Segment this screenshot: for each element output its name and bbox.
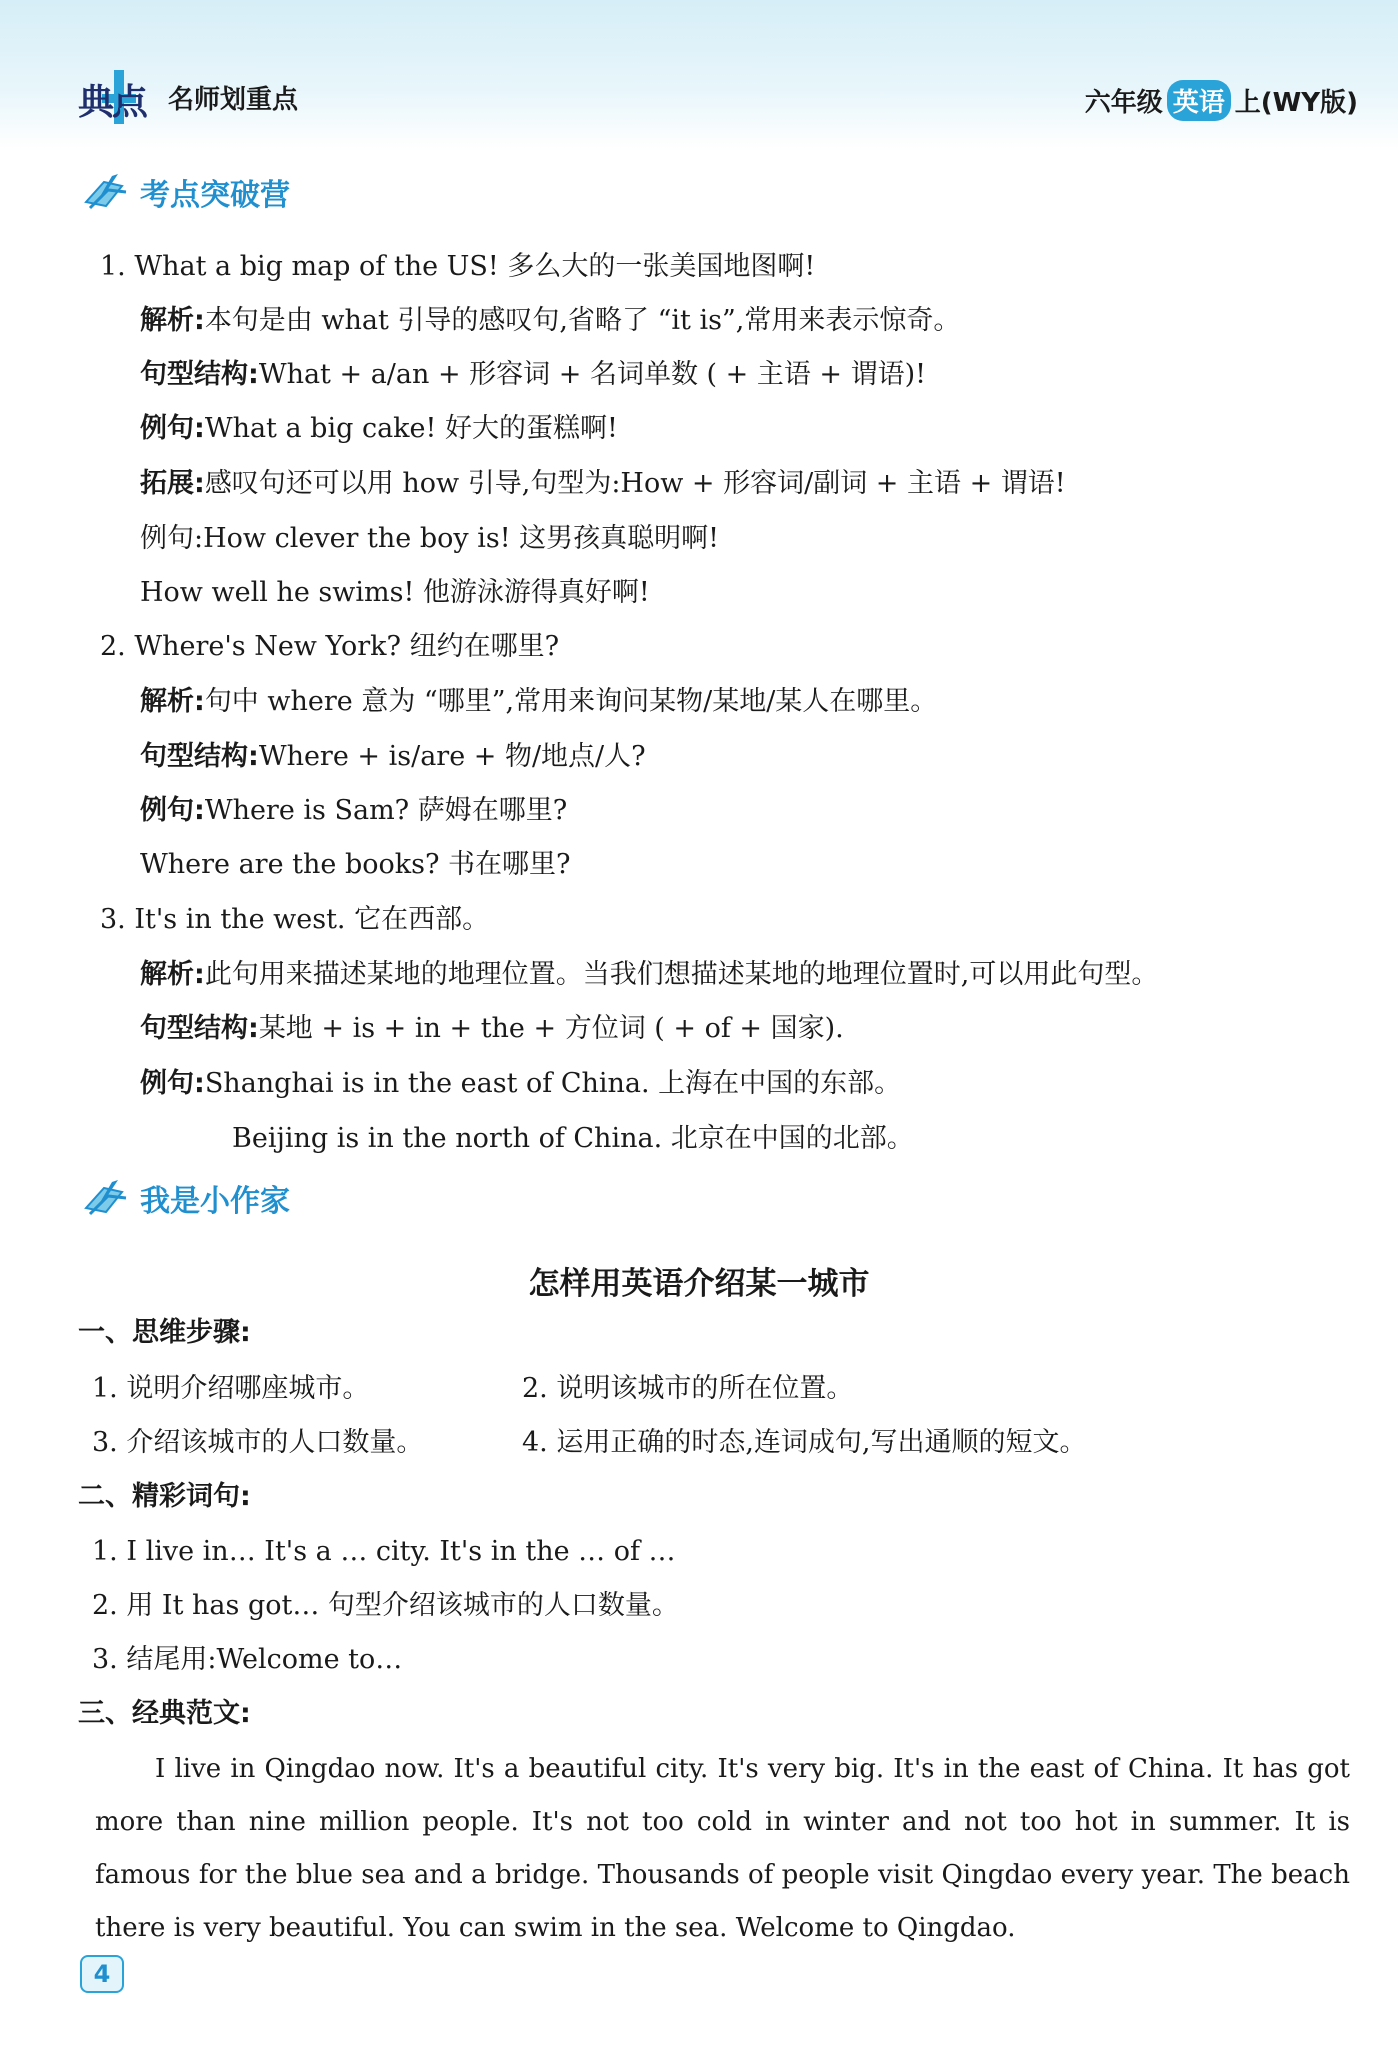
item-3-example-2: Beijing is in the north of China. 北京在中国的北部。 (232, 1123, 914, 1154)
part-2-label: 二、精彩词句: (78, 1481, 251, 1512)
item-3-heading: 3. It's in the west. 它在西部。 (100, 904, 490, 935)
logo-mark: 典点 (78, 74, 158, 120)
subject-badge: 英语 (1167, 80, 1231, 121)
step-2: 2. 说明该城市的所在位置。 (522, 1373, 854, 1404)
item-1-extension: 拓展:感叹句还可以用 how 引导,句型为:How + 形容词/副词 + 主语 + 谓语! (140, 468, 1066, 499)
section-heading-writer: 我是小作家 (82, 1176, 290, 1220)
grade-suffix: 上(WY版) (1234, 88, 1358, 118)
phrase-1: 1. I live in… It's a … city. It's in the … of … (92, 1536, 676, 1567)
book-pen-icon (82, 172, 128, 212)
item-1-pattern: 句型结构:What + a/an + 形容词 + 名词单数 ( + 主语 + 谓语)! (140, 359, 927, 390)
essay-title: 怎样用英语介绍某一城市 (528, 1266, 870, 1302)
step-3: 3. 介绍该城市的人口数量。 (92, 1427, 424, 1458)
item-2-example-2: Where are the books? 书在哪里? (140, 849, 571, 880)
brand-name: 名师划重点 (168, 84, 299, 115)
section-heading-key-points: 考点突破营 (82, 170, 290, 214)
item-1-example: 例句:What a big cake! 好大的蛋糕啊! (140, 413, 618, 444)
page-number: 4 (80, 1955, 124, 1993)
item-3-analysis: 解析:此句用来描述某地的地理位置。当我们想描述某地的地理位置时,可以用此句型。 (140, 959, 1159, 990)
part-1-label: 一、思维步骤: (78, 1317, 251, 1348)
item-1-heading: 1. What a big map of the US! 多么大的一张美国地图啊! (100, 251, 816, 282)
brand-logo (78, 74, 299, 123)
step-4: 4. 运用正确的时态,连词成句,写出通顺的短文。 (522, 1427, 1087, 1458)
page-header (0, 0, 1398, 150)
item-1-ext-example-1: 例句:How clever the boy is! 这男孩真聪明啊! (140, 523, 719, 554)
phrase-2: 2. 用 It has got… 句型介绍该城市的人口数量。 (92, 1590, 679, 1621)
item-2-example: 例句:Where is Sam? 萨姆在哪里? (140, 795, 568, 826)
item-1-analysis: 解析:本句是由 what 引导的感叹句,省略了 “it is”,常用来表示惊奇。 (140, 305, 961, 336)
item-2-heading: 2. Where's New York? 纽约在哪里? (100, 631, 560, 662)
item-2-analysis: 解析:句中 where 意为 “哪里”,常用来询问某物/某地/某人在哪里。 (140, 686, 938, 717)
grade-prefix: 六年级 (1084, 88, 1163, 118)
grade-label (1085, 80, 1358, 121)
item-3-pattern: 句型结构:某地 + is + in + the + 方位词 ( + of + 国家). (140, 1013, 844, 1044)
item-2-pattern: 句型结构:Where + is/are + 物/地点/人? (140, 741, 646, 772)
item-1-ext-example-2: How well he swims! 他游泳游得真好啊! (140, 577, 650, 608)
part-3-label: 三、经典范文: (78, 1698, 251, 1729)
item-3-example: 例句:Shanghai is in the east of China. 上海在中国的东部。 (140, 1068, 902, 1099)
model-essay: I live in Qingdao now. It's a beautiful city. It's very big. It's in the east of China. It has got more than nine million people. It's not too cold in winter and not too hot in summer. It is famous for the blue sea and a bridge. Thousands of people visit Qingdao every year. The beach there is very beautiful. You can swim in the sea. Welcome to Qingdao. (95, 1754, 1350, 1943)
step-1: 1. 说明介绍哪座城市。 (92, 1373, 370, 1404)
book-pen-icon (82, 1178, 128, 1218)
phrase-3: 3. 结尾用:Welcome to… (92, 1644, 403, 1675)
